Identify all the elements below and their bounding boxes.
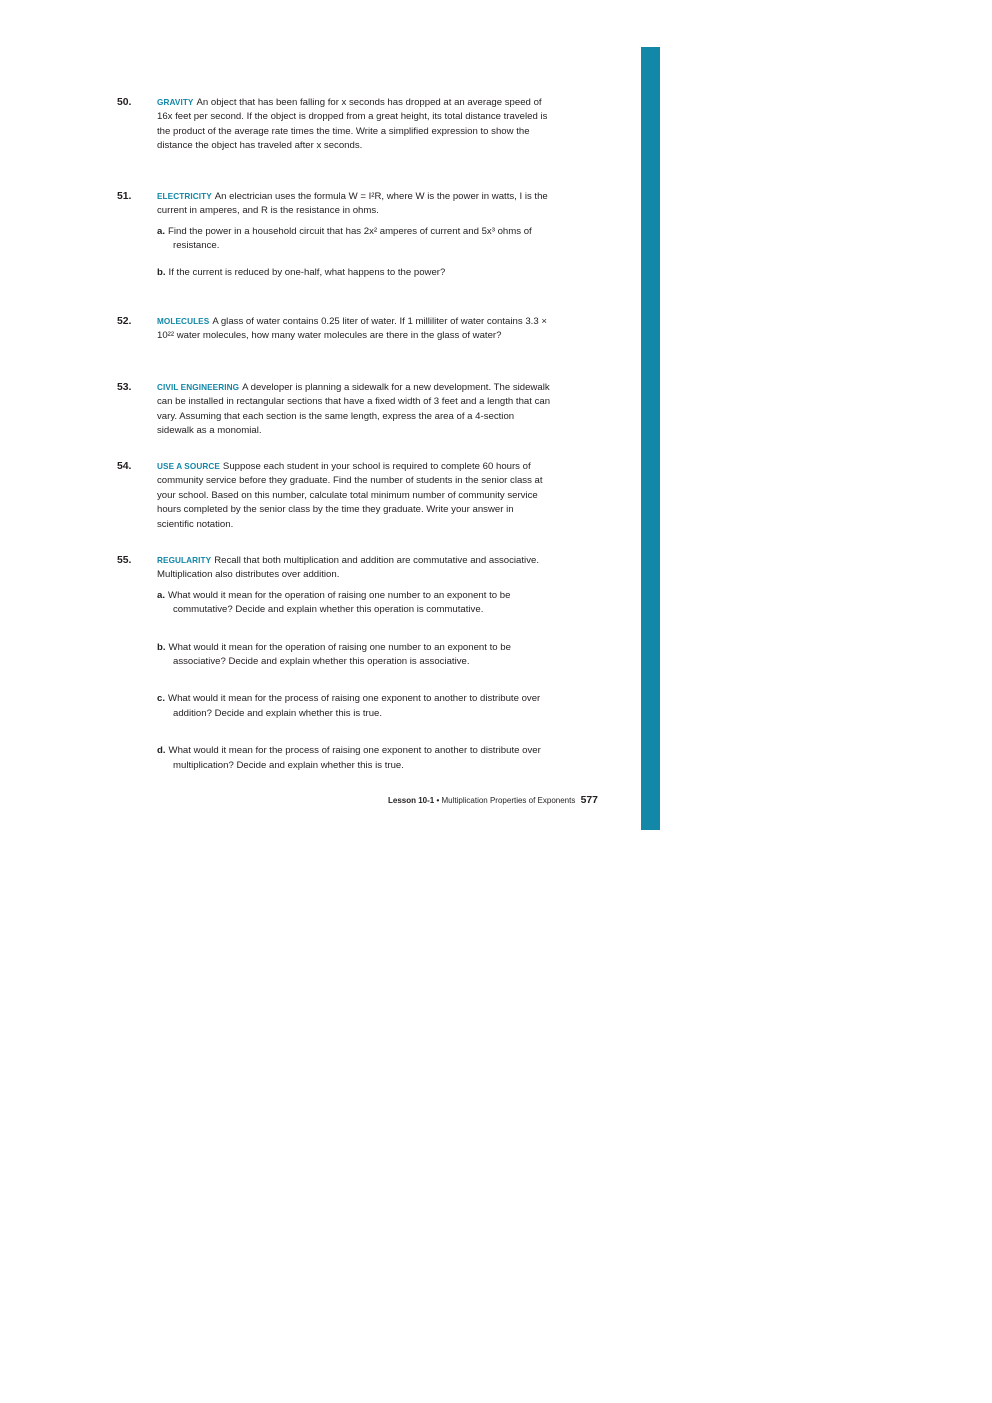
problem-topic: USE A SOURCE xyxy=(157,462,220,471)
part-letter: b. xyxy=(157,641,166,653)
part-letter: d. xyxy=(157,745,166,757)
part-letter: a. xyxy=(157,225,166,237)
problem-topic: CIVIL ENGINEERING xyxy=(157,383,240,392)
problem-54 xyxy=(117,460,552,532)
problem-55-part-b xyxy=(157,641,552,670)
page-footer xyxy=(388,795,598,806)
problem-number: 54. xyxy=(117,461,132,472)
problem-53-text xyxy=(117,381,552,439)
part-text: What would it mean for the operation of raising one number to an exponent to be associative? Decide and explain whether this operation is associative. xyxy=(168,641,511,668)
problem-51 xyxy=(117,190,552,280)
problem-number: 53. xyxy=(117,382,132,393)
page-number: 577 xyxy=(580,795,598,806)
problem-topic: ELECTRICITY xyxy=(157,192,212,201)
problem-51-part-b xyxy=(157,266,552,280)
problem-body: A glass of water contains 0.25 liter of water. If 1 milliliter of water contains 3.3 × 10²² water molecules, how many water molecules are there in the glass of water? xyxy=(157,316,547,342)
problem-body: A developer is planning a sidewalk for a new development. The sidewalk can be installed in rectangular sections that have a fixed width of 3 feet and a length that can vary. Assuming that each section is the same length, express the area of a 4-section sidewalk as a monomial. xyxy=(157,382,551,437)
problem-55-part-d xyxy=(157,744,552,773)
part-text: What would it mean for the operation of raising one number to an exponent to be commutative? Decide and explain whether this operation is commutative. xyxy=(168,589,511,616)
problem-51-part-a xyxy=(157,225,552,254)
problem-body: An object that has been falling for x seconds has dropped at an average speed of 16x feet per second. If the object is dropped from a great height, its total distance traveled is the product of the average rate times the time. Write a simplified expression to show the distance the object has traveled after x seconds. xyxy=(157,97,548,152)
part-text: If the current is reduced by one-half, what happens to the power? xyxy=(168,266,446,278)
problem-number: 51. xyxy=(117,191,132,202)
part-text: What would it mean for the process of raising one exponent to another to distribute over multiplication? Decide and explain whether this is true. xyxy=(168,745,541,771)
problem-55 xyxy=(117,554,552,773)
problem-52-text xyxy=(117,315,552,344)
problem-51-text xyxy=(117,190,552,219)
problem-body: An electrician uses the formula W = I²R, where W is the power in watts, I is the current in amperes, and R is the resistance in ohms. xyxy=(157,191,548,217)
part-letter: a. xyxy=(157,589,166,601)
part-text: What would it mean for the process of raising one exponent to another to distribute over addition? Decide and explain whether this is true. xyxy=(168,693,541,719)
footer-title: Multiplication Properties of Exponents xyxy=(441,796,576,805)
problem-50-text xyxy=(117,96,552,154)
part-letter: b. xyxy=(157,266,166,278)
problem-topic: REGULARITY xyxy=(157,556,212,565)
problem-number: 55. xyxy=(117,555,132,566)
part-letter: c. xyxy=(157,693,166,705)
problem-50 xyxy=(117,96,552,154)
chapter-color-bar xyxy=(641,47,660,830)
problem-body: Recall that both multiplication and addition are commutative and associative. Multiplication also distributes over addition. xyxy=(157,555,539,581)
problem-54-text xyxy=(117,460,552,532)
problem-52 xyxy=(117,315,552,344)
problem-55-text xyxy=(117,554,552,583)
footer-lesson: Lesson 10-1 • xyxy=(388,796,440,805)
problem-53 xyxy=(117,381,552,439)
problem-number: 50. xyxy=(117,97,132,108)
part-text: Find the power in a household circuit that has 2x² amperes of current and 5x³ ohms of resistance. xyxy=(168,225,532,252)
problem-body: Suppose each student in your school is required to complete 60 hours of community service before they graduate. Find the number of students in the senior class at your school. Based on this number, calculate total minimum number of community service hours completed by the senior class by the time they graduate. Write your answer in scientific notation. xyxy=(157,461,543,530)
problem-topic: MOLECULES xyxy=(157,317,210,326)
problem-number: 52. xyxy=(117,316,132,327)
problem-55-part-a xyxy=(157,589,552,618)
problem-topic: GRAVITY xyxy=(157,98,194,107)
problem-55-part-c xyxy=(157,692,552,721)
